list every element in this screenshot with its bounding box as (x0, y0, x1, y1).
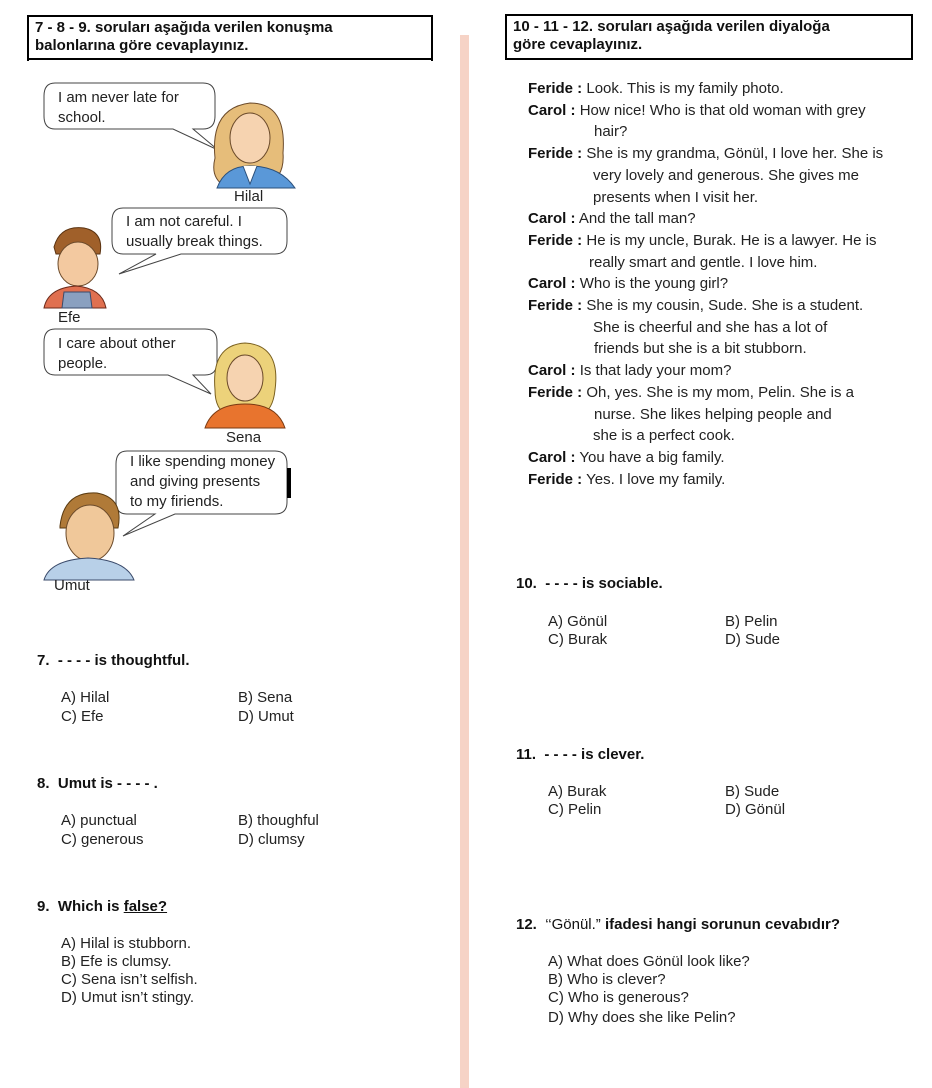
dialogue-line-7-2: She is cheerful and she has a lot of (593, 318, 828, 336)
q11-option-c[interactable]: C) Pelin (548, 801, 602, 818)
dialogue-speaker-8: Carol : (528, 362, 576, 380)
efe-name-label: Efe (58, 309, 81, 326)
right-instructions-line1: 10 - 11 - 12. soruları aşağıda verilen diyaloğa (513, 18, 830, 35)
dialogue-line-6-1: Who is the young girl? (579, 275, 729, 293)
question-10-stem: 10. - - - - is sociable. (516, 575, 663, 592)
hilal-name-label: Hilal (234, 188, 264, 205)
q11-option-d[interactable]: D) Gönül (725, 801, 786, 818)
left-instructions-line2: balonlarına göre cevaplayınız. (35, 37, 249, 54)
sena-portrait-icon (203, 340, 288, 430)
q10-option-a[interactable]: A) Gönül (548, 613, 608, 630)
dialogue-line-5-2: really smart and gentle. I love him. (589, 253, 818, 271)
question-7-stem: 7. - - - - is thoughtful. (37, 652, 190, 669)
sena-bubble-line2: people. (58, 355, 108, 372)
q9-option-b[interactable]: B) Efe is clumsy. (61, 953, 172, 970)
q7-option-b[interactable]: B) Sena (238, 689, 293, 706)
umut-bubble-line1: I like spending money (130, 453, 276, 470)
dialogue-line-7-3: friends but she is a bit stubborn. (594, 340, 807, 358)
dialogue-line-7-1: She is my cousin, Sude. She is a student. (586, 297, 864, 314)
q9-option-a[interactable]: A) Hilal is stubborn. (61, 935, 192, 952)
q10-option-b[interactable]: B) Pelin (725, 613, 778, 630)
q10-option-c[interactable]: C) Burak (548, 631, 608, 648)
dialogue-line-9-2: nurse. She likes helping people and (594, 405, 832, 423)
q11-option-a[interactable]: A) Burak (548, 783, 607, 800)
dialogue-speaker-10: Carol : (528, 448, 576, 466)
q8-option-c[interactable]: C) generous (61, 831, 144, 848)
dialogue-line-5-1: He is my uncle, Burak. He is a lawyer. He is (586, 231, 877, 249)
right-instructions-box (505, 14, 913, 60)
dialogue-line-4-1: And the tall man? (578, 210, 696, 228)
dialogue-line-2-1: How nice! Who is that old woman with grey (579, 101, 866, 119)
dialogue-line-2-2: hair? (594, 123, 628, 141)
dialogue-speaker-11: Feride : (528, 470, 583, 488)
dialogue-line-10-1: You have a big family. (579, 448, 725, 466)
dialogue-line-3-3: presents when I visit her. (593, 188, 759, 206)
q8-option-b[interactable]: B) thoughful (238, 812, 319, 829)
dialogue-speaker-9: Feride : (528, 383, 583, 401)
question-9-stem: 9. Which is false? (37, 898, 168, 915)
q7-option-a[interactable]: A) Hilal (61, 689, 110, 706)
hilal-bubble-line2: school. (58, 109, 106, 126)
umut-bubble-mark (287, 468, 291, 498)
dialogue-speaker-4: Carol : (528, 210, 576, 228)
dialogue-speaker-5: Feride : (528, 231, 583, 249)
dialogue-block (528, 78, 928, 498)
dialogue-line-3-2: very lovely and generous. She gives me (593, 166, 859, 184)
column-divider (460, 35, 469, 1088)
q10-option-d[interactable]: D) Sude (725, 631, 781, 648)
q9-option-c[interactable]: C) Sena isn’t selfish. (61, 971, 198, 988)
q8-option-a[interactable]: A) punctual (61, 812, 137, 829)
dialogue-line-11-1: Yes. I love my family. (586, 470, 726, 488)
dialogue-line-3-1: She is my grandma, Gönül, I love her. She is (586, 145, 884, 163)
question-12-stem: 12. ‘‘Gönül.” ifadesi hangi sorunun cevabıdır? (516, 916, 841, 933)
left-instructions-underline (27, 58, 433, 60)
q9-underlined-word: false? (123, 898, 168, 915)
left-instructions-box (27, 15, 433, 61)
dialogue-line-9-3: she is a perfect cook. (593, 427, 735, 445)
hilal-portrait-icon (205, 98, 300, 188)
q7-option-d[interactable]: D) Umut (238, 708, 294, 725)
dialogue-speaker-7: Feride : (528, 297, 583, 314)
dialogue-speaker-1: Feride : (528, 80, 583, 97)
q12-option-b[interactable]: B) Who is clever? (548, 971, 666, 988)
sena-bubble-line1: I care about other (58, 335, 176, 352)
q12-option-d[interactable]: D) Why does she like Pelin? (548, 1009, 736, 1026)
left-instructions-line1: 7 - 8 - 9. soruları aşağıda verilen konuşma (35, 19, 333, 36)
efe-bubble-line2: usually break things. (126, 233, 263, 250)
efe-portrait-icon (42, 222, 112, 310)
dialogue-speaker-2: Carol : (528, 101, 576, 119)
q7-option-c[interactable]: C) Efe (61, 708, 104, 725)
q11-option-b[interactable]: B) Sude (725, 783, 780, 800)
umut-portrait-icon (42, 488, 137, 583)
question-8-stem: 8. Umut is - - - - . (37, 775, 158, 792)
sena-name-label: Sena (226, 429, 262, 446)
dialogue-speaker-6: Carol : (528, 275, 576, 293)
umut-bubble-line2: and giving presents (130, 473, 261, 490)
umut-name-label: Umut (54, 577, 90, 594)
dialogue-line-1-1: Look. This is my family photo. (586, 80, 784, 97)
umut-bubble-line3: to my firiends. (130, 493, 224, 510)
efe-bubble-line1: I am not careful. I (126, 213, 242, 230)
dialogue-line-9-1: Oh, yes. She is my mom, Pelin. She is a (586, 383, 854, 401)
q12-option-c[interactable]: C) Who is generous? (548, 989, 689, 1006)
q12-option-a[interactable]: A) What does Gönül look like? (548, 953, 750, 970)
q8-option-d[interactable]: D) clumsy (238, 831, 305, 848)
right-instructions-line2: göre cevaplayınız. (513, 36, 643, 53)
dialogue-line-8-1: Is that lady your mom? (579, 362, 732, 380)
question-11-stem: 11. - - - - is clever. (516, 746, 645, 763)
dialogue-speaker-3: Feride : (528, 145, 583, 163)
q9-option-d[interactable]: D) Umut isn’t stingy. (61, 989, 195, 1006)
hilal-bubble-line1: I am never late for (58, 89, 179, 106)
